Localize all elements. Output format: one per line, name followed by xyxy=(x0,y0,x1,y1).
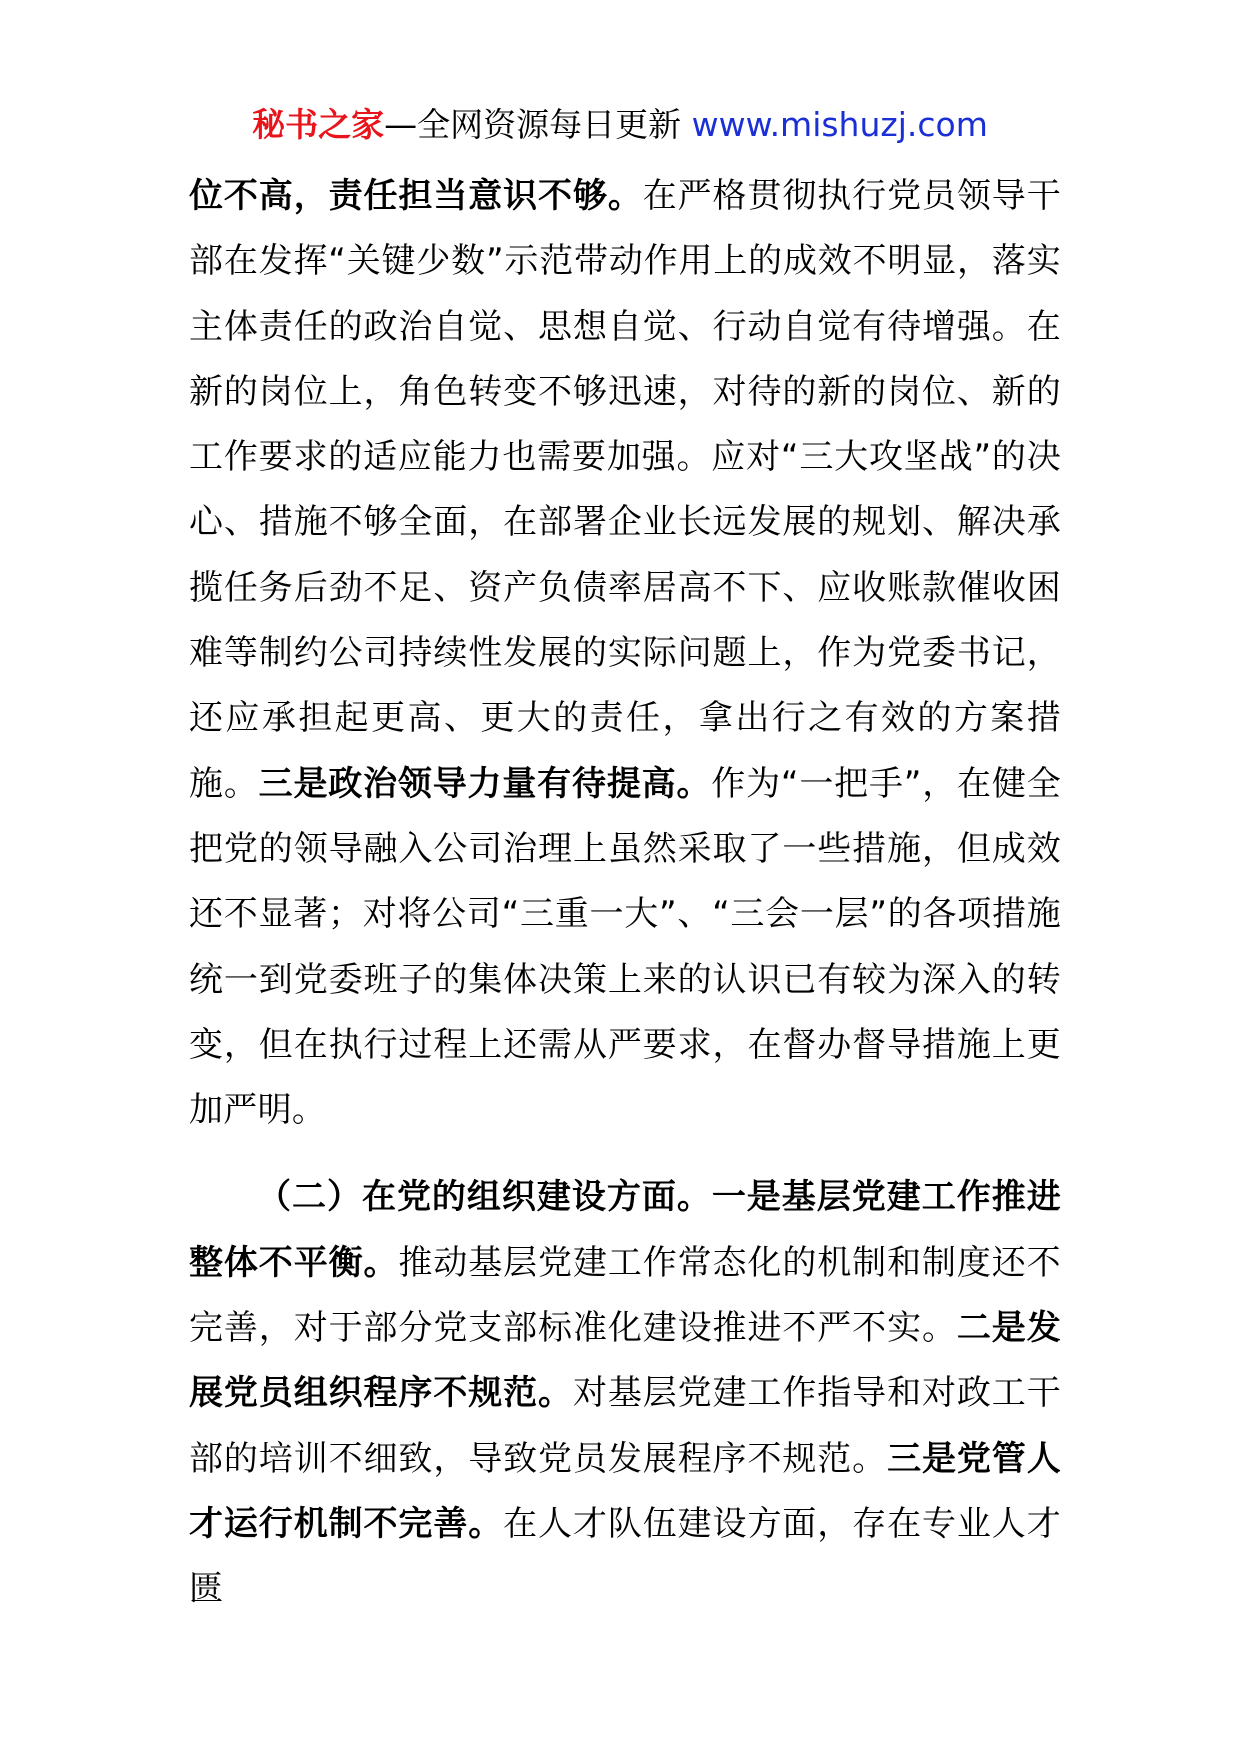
bold-heading: 三是政治领导力量有待提高。 xyxy=(258,763,712,804)
body-sentence: 对基层党建工作指导和对政工干部的培训不细致，导致党员发展程序不规范。 xyxy=(189,1373,1061,1479)
page-header xyxy=(0,100,1240,150)
document-body xyxy=(189,164,1061,1623)
header-tagline: —全网资源每日更新 xyxy=(384,105,692,144)
body-sentence: 在人才队伍建设方面，存在专业人才匮 xyxy=(189,1503,1061,1610)
bold-heading: 位不高，责任担当意识不够。 xyxy=(189,176,643,216)
brand-name: 秘书之家 xyxy=(252,105,385,144)
site-url[interactable]: www.mishuzj.com xyxy=(691,105,988,144)
body-sentence: 推动基层党建工作常态化的机制和制度还不完善，对于部分党支部标准化建设推进不严不实。 xyxy=(189,1242,1061,1349)
section-heading: （二）在党的组织建设方面。一是基层党建工作推进整体不平衡。 xyxy=(189,1177,1061,1283)
bold-heading: 二是发展党员组织程序不规范。 xyxy=(189,1308,1061,1414)
paragraph-2 xyxy=(189,1165,1061,1622)
paragraph-1 xyxy=(189,164,1061,1143)
body-sentence: 在严格贯彻执行党员领导干部在发挥“关键少数”示范带动作用上的成效不明显，落实主体责任的政治自觉、思想自觉、行动自觉有待增强。在新的岗位上，角色转变不够迅速，对待的新的岗位、新的工作要求的适应能力也需要加强。应对“三大攻坚战”的决心、措施不够全面，在部署企业长远发展的规划、解决承揽任务后劲不足、资产负债率居高不下、应收账款催收困难等制约公司持续性发展的实际问题上，作为党委书记，还应承担起更高、更大的责任，拿出行之有效的方案措施。 xyxy=(189,176,1061,804)
body-sentence: 作为“一把手”，在健全把党的领导融入公司治理上虽然采取了一些措施，但成效还不显著；对将公司“三重一大”、“三会一层”的各项措施统一到党委班子的集体决策上来的认识已有较为深入的转变，但在执行过程上还需从严要求，在督办督导措施上更加严明。 xyxy=(189,763,1061,1131)
bold-heading: 三是党管人才运行机制不完善。 xyxy=(189,1438,1062,1544)
